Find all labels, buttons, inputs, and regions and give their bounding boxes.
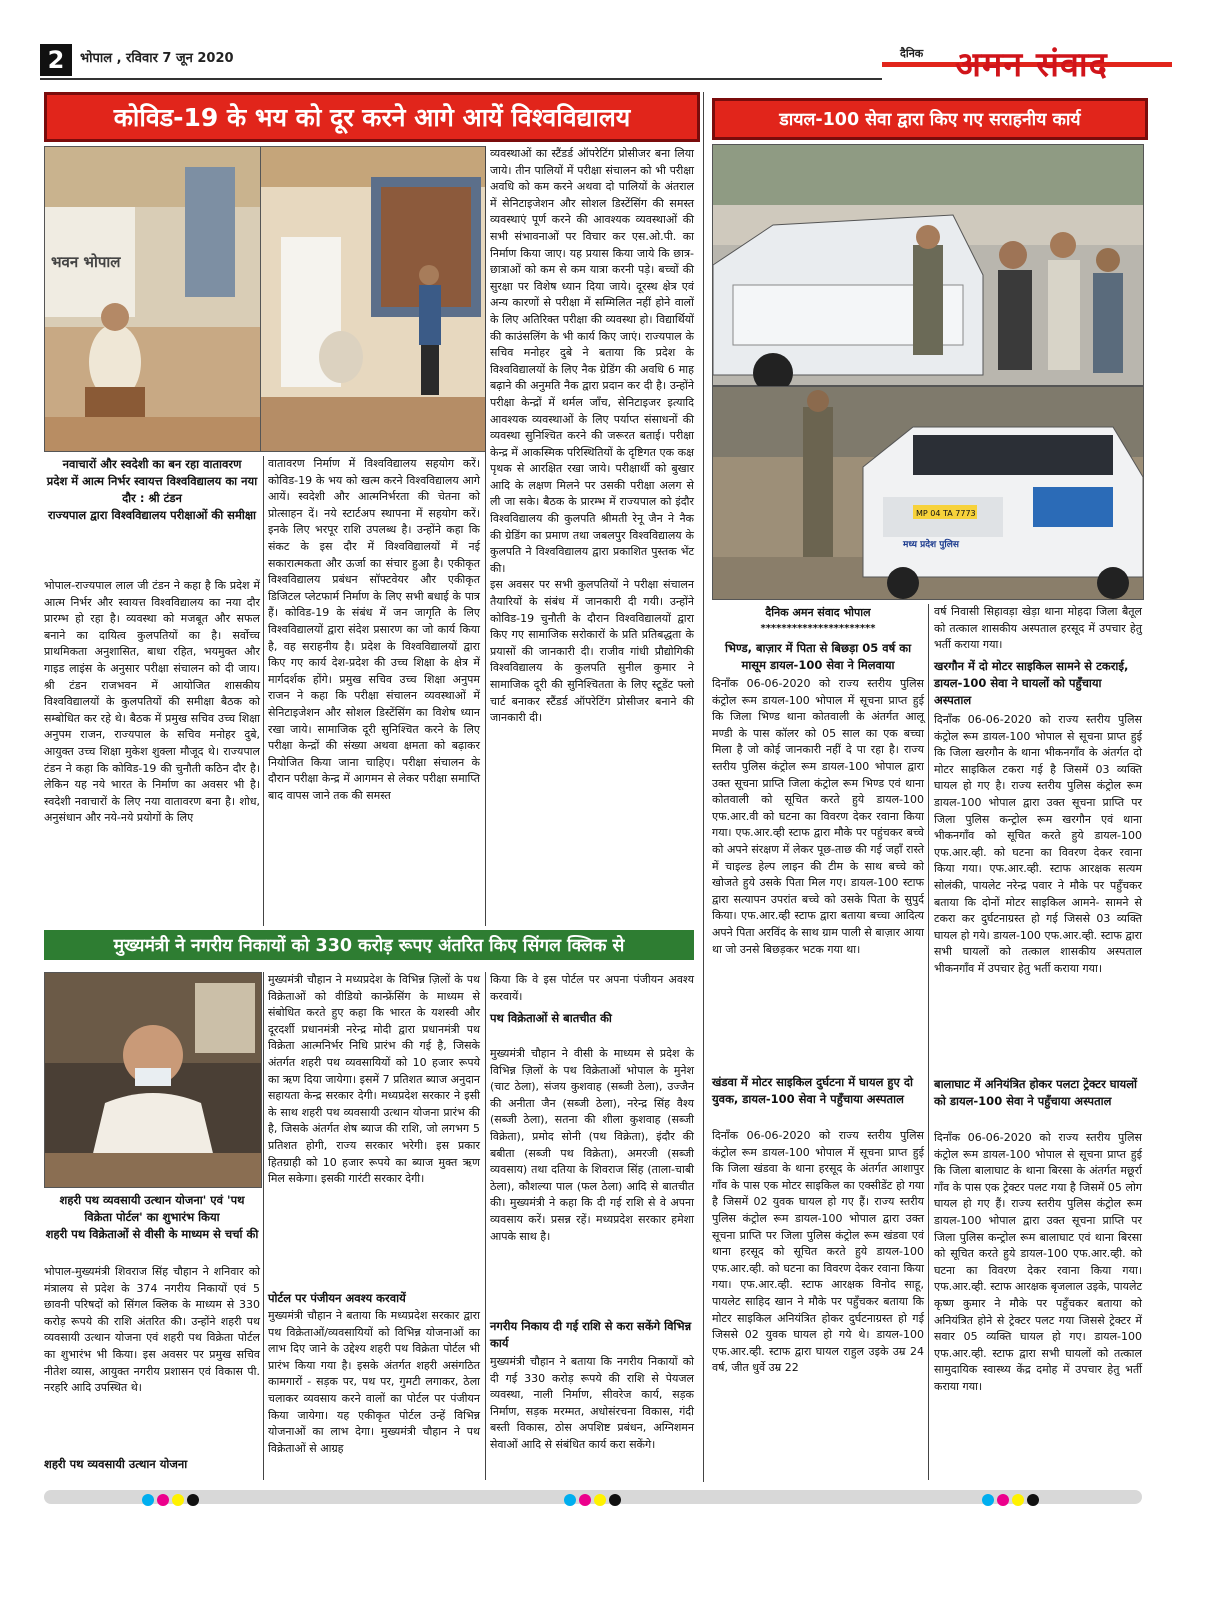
story2-col3c: मुख्यमंत्री चौहान ने बताया कि नगरीय निकायों को दी गई 330 करोड़ रूपये की राशि से पेयजल व्यवस्था, नाली निर्माण, सीवरेज कार्य, सड़क निर्माण, सड़क मरम्मत, अधोसंरचना विकास, गंदी बस्ती विकास, ठोस अपशिष्ट प्रबंधन, अग्निशमन सेवाओं आदि से संबंधित कार्य करा सकेंगे। [490, 1355, 698, 1451]
story1-caption: नवाचारों और स्वदेशी का बन रहा वातावरण प्रदेश में आत्म निर्भर स्वायत्त विश्वविद्यालय का नया दौर : श्री टंडन राज्यपाल द्वारा विश्वविद्यालय परीक्षाओं की समीक्षा [46, 457, 258, 522]
story3-item3: दिनाँक 06-06-2020 को राज्य स्तरीय पुलिस कंट्रोल रूम डायल-100 भोपाल से सूचना प्राप्त हुई कि जिला खरगौन के थाना भीकनगाँव के अंतर्गत दो मोटर साइकिल टकरा गई है जिसमें 03 व्यक्ति घायल हो गए है। राज्य स्तरीय पुलिस कंट्रोल रूम डायल-100 भोपाल द्वारा उक्त सूचना प्राप्ति पर जिला पुलिस कन्ट्रोल रूम खरगौन एवं थाना भीकनगाँव को सूचित करते हुये डायल-100 एफ.आर.व्ही. को घटना का विवरण देकर रवाना किया गया। एफ.आर.व्ही. स्टाफ आरक्षक सत्यम सोलंकी, पायलेट नरेन्द्र पवार ने मौके पर पहुँचकर बताया कि दोनों मोटर साइकिल आमने- सामने से टकरा कर दुर्घटनाग्रस्त हो गई जिससे 03 व्यक्ति घायल हो गये। डायल-100 एफ.आर.व्ही. स्टाफ द्वारा सभी घायलों को तत्काल शासकीय अस्पताल भीकनगाँव में उपचार हेतु भर्ती कराया गया। [934, 713, 1146, 975]
magenta-mark [579, 1494, 591, 1506]
page-divider [703, 92, 704, 1482]
masthead-daily: दैनिक [900, 47, 924, 60]
car-plate: MP 04 TA 7773 [916, 509, 976, 518]
header-rule [40, 78, 882, 80]
color-marks-right [980, 1491, 1040, 1510]
story2-col1-subhead: शहरी पथ व्यवसायी उत्थान योजना [44, 1457, 188, 1471]
story3-headline: डायल-100 सेवा द्वारा किए गए सराहनीय कार्य [712, 98, 1148, 140]
story2-col3b: मुख्यमंत्री चौहान ने वीसी के माध्यम से प्रदेश के विभिन्न ज़िलों के पथ विक्रेताओं भोपाल के मुनेश (चाट ठेला), संजय कुशवाह (सब्जी ठेला), उज्जैन की अनीता जैन (सब्जी ठेला), नरेन्द्र सिंह वैश्य (सब्जी ठेला), सतना की शीला कुशवाह (सब्जी विक्रेता), प्रमोद सोनी (पथ विक्रेता), इंदौर की बबीता (सब्जी पथ विक्रेता), अमरजी (सब्जी व्यवसाय) तथा दतिया के शिवराज सिंह (ताला-चाबी ठेला), कौशल्या पाल (फल ठेला) आदि से बातचीत की। मुख्यमंत्री ने कहा कि दी गई राशि से वे अपना व्यवसाय करें। प्रसन्न रहें। मध्यप्रदेश सरकार हमेशा आपके साथ है। [490, 1047, 698, 1243]
page-number: 2 [40, 44, 72, 76]
divider [485, 972, 486, 1480]
cyan-mark [982, 1494, 994, 1506]
masthead-title: अमन संवाद [955, 45, 1108, 85]
story2-col3a: किया कि वे इस पोर्टल पर अपना पंजीयन अवश्य करवायें। [490, 973, 698, 1003]
story2-col2-subhead: पोर्टल पर पंजीयन अवश्य करवायें [268, 1291, 406, 1305]
story2-col3-subhead1: पथ विक्रेताओं से बातचीत की [490, 1011, 612, 1025]
story2-col3-subhead2: नगरीय निकाय दी गई राशि से करा सकेंगे विभिन्न कार्य [490, 1319, 692, 1350]
photo-sign-text: भवन भोपाल [51, 253, 121, 271]
story2-col2: मुख्यमंत्री चौहान ने मध्यप्रदेश के विभिन्न ज़िलों के पथ विक्रेताओं को वीडियो कान्फ्रेंसिंग के माध्यम से संबोधित करते हुए कहा कि भारत के यशस्वी और दूरदर्शी प्रधानमंत्री नरेन्द्र मोदी द्वारा प्रधानमंत्री पथ विक्रेता आत्मनिर्भर निधि प्रारंभ की गई है, जिसके अंतर्गत शहरी पथ व्यवसायियों को 10 हजार रूपये का ऋण दिया जायेगा। इसमें 7 प्रतिशत ब्याज अनुदान सहायता केन्द्र सरकार देगी। मध्यप्रदेश सरकार ने इसी के साथ शहरी पथ व्यवसायी उत्थान योजना प्रारंभ की है, जिसके अंतर्गत शेष ब्याज की राशि, जो लगभग 5 प्रतिशत होगी, राज्य सरकार भरेगी। इस प्रकार हितग्राही को 10 हजार रूपये का ब्याज मुक्त ऋण मिल सकेगा। इसकी गारंटी सरकार देगी। [268, 973, 484, 1186]
magenta-mark [997, 1494, 1009, 1506]
yellow-mark [172, 1494, 184, 1506]
magenta-mark [157, 1494, 169, 1506]
divider [263, 972, 264, 1480]
story3-photo-police [712, 144, 1144, 386]
color-marks-left [140, 1491, 200, 1510]
black-mark [187, 1494, 199, 1506]
yellow-mark [1012, 1494, 1024, 1506]
story3-item1-head: भिण्ड, बाज़ार में पिता से बिछड़ा 05 वर्ष का मासूम डायल-100 सेवा ने मिलवाया [724, 641, 912, 672]
story3-col2a: वर्ष निवासी सिहावड़ा खेड़ा थाना मोहदा जिला बैतूल को तत्काल शासकीय अस्पताल हरसूद में उपचार हेतु भर्ती कराया गया। [934, 605, 1146, 652]
story2-headline: मुख्यमंत्री ने नगरीय निकायों को 330 करोड़ रूपए अंतरित किए सिंगल क्लिक से [44, 930, 694, 960]
story3-item2: दिनाँक 06-06-2020 को राज्य स्तरीय पुलिस कंट्रोल रूम डायल-100 भोपाल में सूचना प्राप्त हुई कि जिला खंडवा के थाना हरसूद के अंतर्गत आशापुर गाँव के पास एक मोटर साइकिल का एक्सीडेंट हो गया है जिसमें 02 युवक घायल हो गए हैं। राज्य स्तरीय पुलिस कंट्रोल रूम डायल-100 भोपाल द्वारा उक्त सूचना प्राप्ति पर जिला पुलिस कंट्रोल रूम खंडवा एवं थाना हरसूद को सूचित करते हुये डायल-100 एफ.आर.व्ही. को घटना का विवरण देकर रवाना किया गया। एफ.आर.व्ही. स्टाफ आरक्षक विनोद साहू, पायलेट साहिद खान ने मौके पर पहुँचकर बताया कि मोटर साइकिल अनियंत्रित होकर दुर्घटनाग्रस्त हो गई जिससे 02 युवक घायल हो गये थे। डायल-100 एफ.आर.व्ही. स्टाफ द्वारा घायल राहुल उइके उम्र 24 वर्ष, जीत धुर्वे उम्र 22 [712, 1129, 928, 1375]
story3-item4: दिनाँक 06-06-2020 को राज्य स्तरीय पुलिस कंट्रोल रूम डायल-100 भोपाल से सूचना प्राप्त हुई कि जिला बालाघाट के थाना बिरसा के अंतर्गत मछूर्रा गाँव के पास एक ट्रेक्टर पलट गया है जिसमें 05 लोग घायल हो गए हैं। राज्य स्तरीय पुलिस कंट्रोल रूम डायल-100 भोपाल द्वारा उक्त सूचना प्राप्ति पर जिला पुलिस कन्ट्रोल रूम बालाघाट एवं थाना बिरसा को सूचित करते हुये डायल-100 एफ.आर.व्ही. को घटना का विवरण देकर रवाना किया गया। एफ.आर.व्ही. स्टाफ आरक्षक बृजलाल उइके, पायलेट कृष्ण कुमार ने मौके पर पहुँचकर बताया को अनियंत्रित होने से ट्रेक्टर पलट गया जिससे ट्रेक्टर में सवार 05 व्यक्ति घायल हो गए। डायल-100 एफ.आर.व्ही. स्टाफ द्वारा सभी घायलों को तत्काल सामुदायिक स्वास्थ्य केंद्र दमोह में उपचार हेतु भर्ती कराया गया। [934, 1131, 1146, 1393]
story1-headline: कोविड-19 के भय को दूर करने आगे आयें विश्वविद्यालय [44, 92, 700, 142]
black-mark [609, 1494, 621, 1506]
color-marks-center [562, 1491, 622, 1510]
story1-col1: भोपाल-राज्यपाल लाल जी टंडन ने कहा है कि प्रदेश में आत्म निर्भर और स्वायत्त विश्वविद्यालय का नया दौर प्रारम्भ हो रहा है। व्यवस्था को मजबूत और सफल बनाने का दायित्व कुलपतियों का है। सर्वोच्च प्राथमिकता अनुशासित, बाधा रहित, भयमुक्त और गाइड लाइंस के अनुसार परीक्षा संचालन को दी जाय। श्री टंडन राजभवन में आयोजित शासकीय विश्वविद्यालयों के कुलपतियों की समीक्षा बैठक को सम्बोधित कर रहे थे। बैठक में प्रमुख सचिव उच्च शिक्षा अनुपम राजन, राज्यपाल के सचिव मनोहर दुबे, आयुक्त उच्च शिक्षा मुकेश शुक्ला मौजूद थे। राज्यपाल टंडन ने कहा कि कोविड-19 की चुनौती कठिन दौर है। लेकिन यह नये भारत के निर्माण का अवसर भी है। स्वदेशी नवाचारों के लिए नया वातावरण बना है। शोध, अनुसंधान और नये-नये प्रयोगों के लिए [44, 579, 264, 825]
story2-caption: शहरी पथ व्यवसायी उत्थान योजना' एवं 'पथ विक्रेता पोर्टल' का शुभारंभ किया शहरी पथ विक्रेताओं से वीसी के माध्यम से चर्चा की [45, 1193, 259, 1241]
story3-photo-car [712, 386, 1144, 600]
divider [263, 456, 264, 926]
story2-col2b: मुख्यमंत्री चौहान ने बताया कि मध्यप्रदेश सरकार द्वारा पथ विक्रेताओं/व्यवसायियों को विभिन्न योजनाओं का लाभ दिए जाने के उद्देश्य शहरी पथ विक्रेता पोर्टल भी प्रारंभ किया गया है। इसके अंतर्गत शहरी असंगठित कामगारों - सड़क पर, पथ पर, गुमटी लगाकर, ठेला चलाकर व्यवसाय करने वालों का पोर्टल पर पंजीयन किया जायेगा। यह एकीकृत पोर्टल उन्हें विभिन्न योजनाओं का लाभ देगा। मुख्यमंत्री चौहान ने पथ विक्रेताओं से आग्रह [268, 1309, 484, 1455]
story2-photo [44, 972, 262, 1188]
story3-item3-head: खरगौन में दो मोटर साइकिल सामने से टकराई, डायल-100 सेवा ने घायलों को पहुँचाया अस्पताल [934, 659, 1129, 707]
cyan-mark [142, 1494, 154, 1506]
story3-stars: ********************** [760, 623, 876, 634]
car-text: मध्य प्रदेश पुलिस [903, 540, 959, 550]
story3-item2-head: खंडवा में मोटर साइकिल दुर्घटना में घायल हुए दो युवक, डायल-100 सेवा ने पहुँचाया अस्पताल [712, 1075, 913, 1106]
story3-item1: दिनाँक 06-06-2020 को राज्य स्तरीय पुलिस कंट्रोल रूम डायल-100 भोपाल में सूचना प्राप्त हुई कि जिला भिण्ड थाना कोतवाली के अंतर्गत आलू मण्डी के पास कॉलर को 05 साल का एक बच्चा मिला है जो कोई जानकारी नहीं दे पा रहा है। राज्य स्तरीय पुलिस कंट्रोल रूम डायल-100 भोपाल द्वारा उक्त सूचना प्राप्ति जिला कंट्रोल रूम भिण्ड एवं थाना कोतवाली को सूचित करते हुये डायल-100 एफ.आर.वी को घटना का विवरण देकर रवाना किया गया। एफ.आर.व्ही स्टाफ द्वारा मौके पर पहुंचकर बच्चे को अपने संरक्षण में लेकर पूछ-ताछ की गई जहाँ रास्ते में चाइल्ड हेल्प लाइन की टीम के साथ बच्चे को खोजते हुये उसके पिता मिल गए। डायल-100 स्टाफ द्वारा सत्यापन उपरांत बच्चे को उसके पिता के सुपुर्द किया। एफ.आर.व्ही स्टाफ द्वारा बताया बच्चा आदित्य अपने पिता अरविंद के साथ ग्राम पाली से बाज़ार आया था जो उनसे बिछड़कर भटक गया था। [712, 677, 928, 956]
divider [485, 146, 486, 926]
story2-col1: भोपाल-मुख्यमंत्री शिवराज सिंह चौहान ने शनिवार को मंत्रालय से प्रदेश के 374 नगरीय निकायों एवं 5 छावनी परिषदों को सिंगल क्लिक के माध्यम से 330 करोड़ रूपये की राशि अंतरित की। उन्होंने शहरी पथ व्यवसायी उत्थान योजना एवं शहरी पथ विक्रेता पोर्टल का शुभारंभ भी किया। इस अवसर पर प्रमुख सचिव नीतेश व्यास, आयुक्त नगरीय प्रशासन एवं विकास पी. नरहरि आदि उपस्थित थे। [44, 1265, 264, 1395]
story1-col3: व्यवस्थाओं का स्टैंडर्ड ऑपरेटिंग प्रोसीजर बना लिया जाये। तीन पालियों में परीक्षा संचालन को भी परीक्षा अवधि को कम करने अथवा दो पालियों के अंतराल में सेनिटाइजेशन और सोशल डिस्टेंसिंग की समस्त व्यवस्थाएं पूर्ण करने की आवश्यक व्यवस्थाओं की सभी संभावनाओं पर विचार कर एस.ओ.पी. का निर्माण किया जाए। यह प्रयास किया जाये कि छात्र-छात्राओं को कम से कम यात्रा करनी पड़े। बच्चों की सुरक्षा पर विशेष ध्यान दिया जाये। दूरस्थ क्षेत्र एवं अन्य कारणों से परीक्षा में सम्मिलित नहीं होने वालों के लिए अतिरिक्त परीक्षा की व्यवस्था हो। विद्यार्थियों की काउंसलिंग के भी कार्य किए जाएं। राज्यपाल के सचिव मनोहर दुबे ने बताया कि प्रदेश के विश्वविद्यालयों के लिए नैक ग्रेडिंग की अवधि 6 माह बढ़ाने की अनुमति नैक द्वारा प्रदान कर दी है। उन्होंने परीक्षा केन्द्रों में थर्मल जाँच, सेनिटाइजर इत्यादि आवश्यक व्यवस्थाओं के लिए पर्याप्त संसाधनों की व्यवस्था सुनिश्चित करने की जरूरत बताई। परीक्षा केन्द्र में आकस्मिक परिस्थितियों के दृष्टिगत एक कक्ष पृथक से आरक्षित रखा जाये। परीक्षार्थी को बुखार आदि के लक्षण मिलने पर उसकी परीक्षा अलग से ली जा सके। बैठक के प्रारम्भ में राज्यपाल को इंदौर विश्वविद्यालय की कुलपति श्रीमती रेनू जैन ने नैक की ग्रेडिंग का प्रमाण तथा जबलपुर विश्वविद्यालय के कुलपति ने विश्वविद्यालय द्वारा प्रकाशित पुस्तक भेंट की। इस अवसर पर सभी कुलपतियों ने परीक्षा संचालन तैयारियों के संबंध में जानकारी दी गयी। उन्होंने कोविड-19 चुनौती के दौरान विश्वविद्यालयों द्वारा किए गए सामाजिक सरोकारों के प्रति प्रतिबद्धता के प्रयासों की जानकारी दी। राजीव गांधी प्रौद्योगिकी विश्वविद्यालय के कुलपति सुनील कुमार ने सामाजिक दूरी की सुनिश्चितता के लिए स्टूडेंट फ्लो चार्ट बनाकर स्टैंडर्ड ऑपरेटिंग प्रोसीजर बनाने की जानकारी दी। [490, 147, 694, 725]
story3-item4-head: बालाघाट में अनियंत्रित होकर पलटा ट्रेक्टर घायलों को डायल-100 सेवा ने पहुँचाया अस्पताल [934, 1077, 1137, 1108]
black-mark [1027, 1494, 1039, 1506]
cyan-mark [564, 1494, 576, 1506]
dateline: भोपाल , रविवार 7 जून 2020 [80, 51, 234, 66]
story1-col2: वातावरण निर्माण में विश्वविद्यालय सहयोग करें। कोविड-19 के भय को खत्म करने विश्वविद्यालय आगे आयें। स्वदेशी और आत्मनिर्भरता की चेतना को प्रोत्साहन दें। नये स्टार्टअप स्थापना में सहयोग करें। इनके लिए भरपूर राशि उपलब्ध है। उन्होंने कहा कि संकट के इस दौर में विश्वविद्यालयों में नई सकारात्मकता और ऊर्जा का संचार हुआ है। एकीकृत विश्वविद्यालय प्रबंधन सॉफ्टवेयर और एकीकृत डिजिटल प्लेटफार्म निर्माण के लिए सभी बधाई के पात्र हैं। कोविड-19 के संबंध में जन जागृति के लिए विश्वविद्यालयों द्वारा संदेश प्रसारण का जो कार्य किया है, वह सराहनीय है। प्रदेश के विश्वविद्यालयों द्वारा किए गए कार्य देश-प्रदेश की उच्च शिक्षा के क्षेत्र में मार्गदर्शक होंगे। प्रमुख सचिव उच्च शिक्षा अनुपम राजन ने कहा कि परीक्षा संचालन व्यवस्थाओं में सेनिटाइजेशन और सोशल डिस्टेंसिंग का विशेष ध्यान रखा जाये। सामाजिक दूरी सुनिश्चित करने के लिए परीक्षा केन्द्रों की संख्या अथवा क्षमता को बढ़ाकर नियोजित किया जाना चाहिए। परीक्षा संचालन के दौरान परीक्षा केन्द्र में आगमन से लेकर परीक्षा समाप्ति बाद वापस जाने तक की समस्त [268, 457, 484, 802]
story3-byline: दैनिक अमन संवाद भोपाल [765, 606, 871, 619]
story1-photo [44, 146, 262, 452]
divider [928, 604, 929, 1480]
yellow-mark [594, 1494, 606, 1506]
story1-photo-hall [260, 146, 486, 452]
